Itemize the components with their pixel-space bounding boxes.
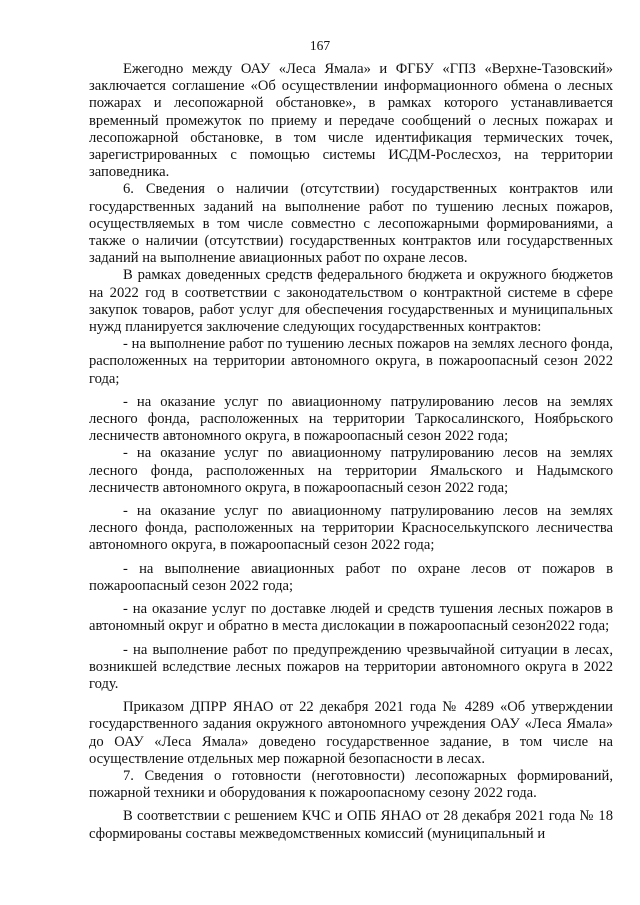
section-heading-7: 7. Сведения о готовности (неготовности) лесопожарных формирований, пожарной техники и оборудования к пожароопасному сезону 2022 года. xyxy=(89,767,613,802)
list-item: - на оказание услуг по авиационному патрулированию лесов на землях лесного фонда, расположенных на территории Красноселькупского лесничества автономного округа, в пожароопасный сезон 2022 года; xyxy=(89,503,613,554)
list-item: - на выполнение авиационных работ по охране лесов от пожаров в пожароопасный сезон 2022 года; xyxy=(89,560,613,594)
paragraph-commission: В соответствии с решением КЧС и ОПБ ЯНАО от 28 декабря 2021 года № 18 сформированы составы межведомственных комиссий (муниципальный и xyxy=(89,808,613,842)
paragraph-budget: В рамках доведенных средств федерального бюджета и окружного бюджетов на 2022 год в соответствии с законодательством о контрактной системе в сфере закупок товаров, работ услуг для обеспечения государственных и муниципальных нужд планируется заключение следующих государственных контрактов: xyxy=(89,267,613,336)
list-item: - на оказание услуг по доставке людей и средств тушения лесных пожаров в автономный округ и обратно в места дислокации в пожароопасный сезон2022 года; xyxy=(89,601,613,635)
paragraph-agreement: Ежегодно между ОАУ «Леса Ямала» и ФГБУ «ГПЗ «Верхне-Тазовский» заключается соглашение «Об осуществлении информационного обмена о лесных пожарах и лесопожарной обстановке», в рамках которого устанавливается временный промежуток по приему и передаче сообщений о лесных пожарах и лесопожарной обстановке, в том числе идентификация термических точек, зарегистрированных с помощью системы ИСДМ-Рослесхоз, на территории заповедника. xyxy=(89,61,613,181)
page-number: 167 xyxy=(309,38,331,53)
section-heading-6: 6. Сведения о наличии (отсутствии) государственных контрактов или государственных заданий на выполнение работ по тушению лесных пожаров, осуществляемых в том числе совместно с лесопожарными формированиями, а также о наличии (отсутствии) государственных контрактов или государственных заданий на выполнение авиационных работ по охране лесов. xyxy=(89,181,613,267)
document-body xyxy=(89,61,613,843)
list-item: - на оказание услуг по авиационному патрулированию лесов на землях лесного фонда, расположенных на территории Таркосалинского, Ноябрьского лесничеств автономного округа, в пожароопасный сезон 2022 года; xyxy=(89,393,613,445)
list-item: - на оказание услуг по авиационному патрулированию лесов на землях лесного фонда, расположенных на территории Ямальского и Надымского лесничеств автономного округа, в пожароопасный сезон 2022 года; xyxy=(89,445,613,496)
list-item: - на выполнение работ по тушению лесных пожаров на землях лесного фонда, расположенных на территории автономного округа, в пожароопасный сезон 2022 года; xyxy=(89,336,613,387)
paragraph-order: Приказом ДПРР ЯНАО от 22 декабря 2021 года № 4289 «Об утверждении государственного задания окружного автономного учреждения ОАУ «Леса Ямала» до ОАУ «Леса Ямала» доведено государственное задание, в том числе на осуществление отдельных мер пожарной безопасности в лесах. xyxy=(89,699,613,767)
list-item: - на выполнение работ по предупреждению чрезвычайной ситуации в лесах, возникшей вследствие лесных пожаров на территории автономного округа в 2022 году. xyxy=(89,641,613,692)
